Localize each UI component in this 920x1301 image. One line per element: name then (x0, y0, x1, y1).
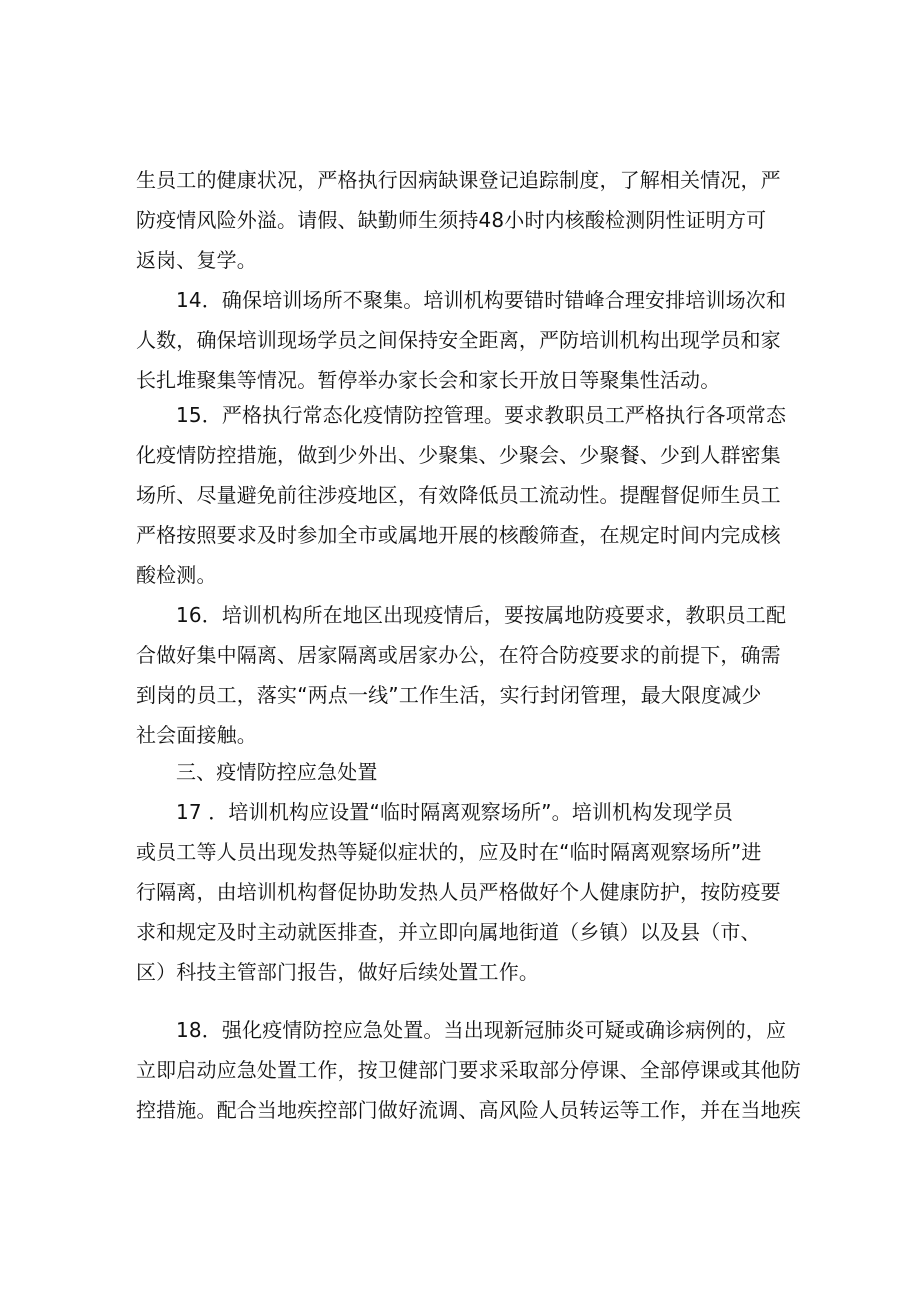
text-line: 合做好集中隔离、居家隔离或居家办公，在符合防疫要求的前提下，确需 (136, 643, 781, 667)
paragraph-16-start: 16．培训机构所在地区出现疫情后，要按属地防疫要求，教职员工配 (176, 603, 787, 627)
text-line: 返岗、复学。 (136, 248, 257, 272)
text-line: 长扎堆聚集等情况。暂停举办家长会和家长开放日等聚集性活动。 (136, 368, 721, 392)
section-heading: 三、疫情防控应急处置 (176, 760, 378, 784)
paragraph-14-start: 14．确保培训场所不聚集。培训机构要错时错峰合理安排培训场次和 (176, 288, 787, 312)
text-line: 酸检测。 (136, 563, 217, 587)
text-line: 到岗的员工，落实“两点一线”工作生活，实行封闭管理，最大限度减少 (136, 683, 762, 707)
text-line: 社会面接触。 (136, 723, 257, 747)
text-line: 人数，确保培训现场学员之间保持安全距离，严防培训机构出现学员和家 (136, 328, 781, 352)
paragraph-17-start: 17 ．培训机构应设置“临时隔离观察场所”。培训机构发现学员 (176, 800, 734, 824)
paragraph-18-start: 18．强化疫情防控应急处置。当出现新冠肺炎可疑或确诊病例的，应 (176, 1018, 787, 1042)
text-line: 求和规定及时主动就医排查，并立即向属地街道（乡镇）以及县（市、 (136, 920, 761, 944)
text-line: 或员工等人员出现发热等疑似症状的，应及时在“临时隔离观察场所”进 (136, 840, 762, 864)
text-line: 化疫情防控措施，做到少外出、少聚集、少聚会、少聚餐、少到人群密集 (136, 443, 781, 467)
text-line: 场所、尽量避免前往涉疫地区，有效降低员工流动性。提醒督促师生员工 (136, 483, 781, 507)
text-line: 生员工的健康状况，严格执行因病缺课登记追踪制度，了解相关情况，严 (136, 168, 781, 192)
text-line: 区）科技主管部门报告，做好后续处置工作。 (136, 960, 539, 984)
text-line: 严格按照要求及时参加全市或属地开展的核酸筛查，在规定时间内完成核 (136, 523, 781, 547)
text-line: 防疫情风险外溢。请假、缺勤师生须持48小时内核酸检测阴性证明方可 (136, 208, 767, 232)
text-line: 控措施。配合当地疾控部门做好流调、高风险人员转运等工作，并在当地疾 (136, 1098, 801, 1122)
paragraph-15-start: 15．严格执行常态化疫情防控管理。要求教职员工严格执行各项常态 (176, 403, 787, 427)
text-line: 立即启动应急处置工作，按卫健部门要求采取部分停课、全部停课或其他防 (136, 1058, 801, 1082)
text-line: 行隔离，由培训机构督促协助发热人员严格做好个人健康防护，按防疫要 (136, 880, 781, 904)
